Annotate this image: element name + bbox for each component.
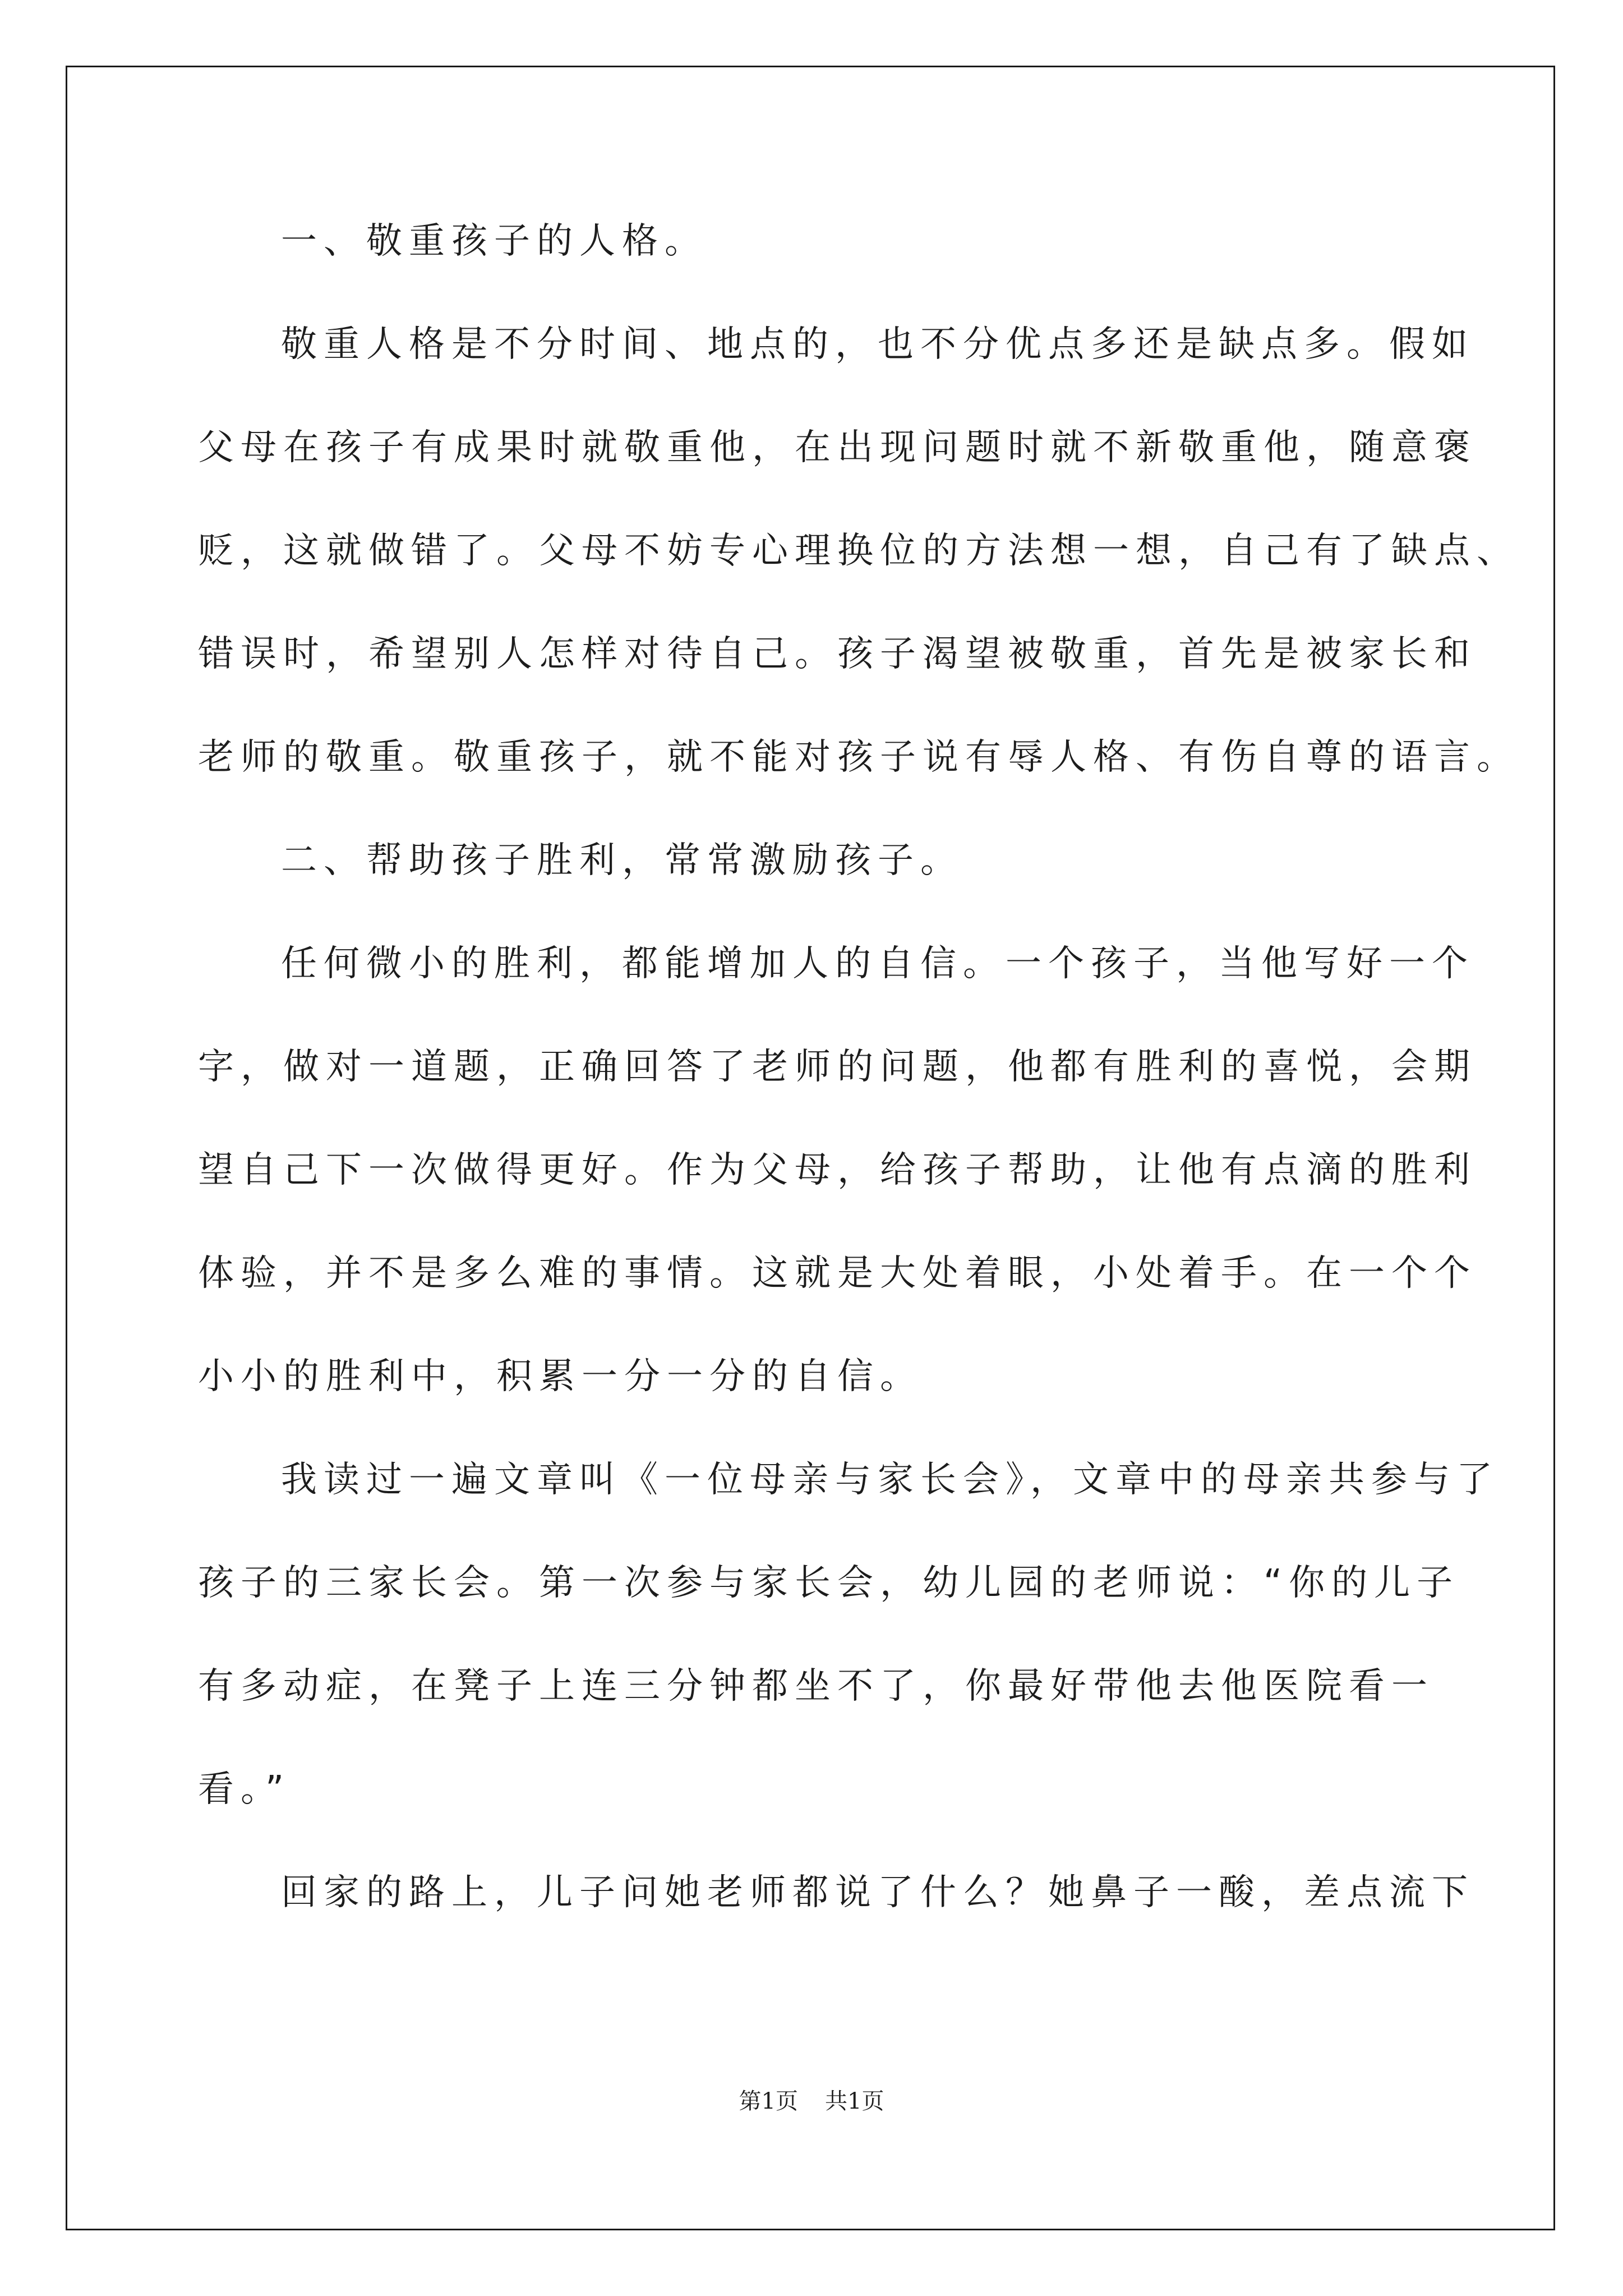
paragraph-line: 有多动症，在凳子上连三分钟都坐不了，你最好带他去他医院看一 (198, 1665, 1434, 1707)
page-footer (0, 2085, 1623, 2118)
paragraph-line: 字，做对一道题，正确回答了老师的问题，他都有胜利的喜悦，会期 (198, 1046, 1477, 1088)
paragraph-line: 小小的胜利中，积累一分一分的自信。 (198, 1356, 923, 1397)
paragraph-line: 回家的路上，儿子问她老师都说了什么？她鼻子一酸，差点流下 (281, 1872, 1474, 1913)
page-number: 第1页 (739, 2088, 798, 2114)
page-total: 共1页 (825, 2088, 884, 2114)
paragraph-line: 父母在孩子有成果时就敬重他，在出现问题时就不新敬重他，随意褒 (198, 427, 1477, 468)
paragraph-line: 孩子的三家长会。第一次参与家长会，幼儿园的老师说：“你的儿子 (198, 1562, 1460, 1604)
paragraph-line: 看。” (198, 1769, 291, 1810)
paragraph-line: 望自己下一次做得更好。作为父母，给孩子帮助，让他有点滴的胜利 (198, 1149, 1477, 1191)
paragraph-line: 错误时，希望别人怎样对待自己。孩子渴望被敬重，首先是被家长和 (198, 633, 1477, 675)
paragraph-line: 体验，并不是多么难的事情。这就是大处着眼，小处着手。在一个个 (198, 1253, 1477, 1294)
paragraph-line: 我读过一遍文章叫《一位母亲与家长会》，文章中的母亲共参与了 (281, 1459, 1499, 1501)
paragraph-line: 任何微小的胜利，都能增加人的自信。一个孩子，当他写好一个 (281, 943, 1474, 984)
paragraph-line: 敬重人格是不分时间、地点的，也不分优点多还是缺点多。假如 (281, 324, 1474, 365)
paragraph-line: 贬，这就做错了。父母不妨专心理换位的方法想一想，自己有了缺点、 (198, 530, 1519, 572)
heading-respect-personality: 一、敬重孩子的人格。 (281, 220, 707, 262)
heading-help-succeed: 二、帮助孩子胜利，常常激励孩子。 (281, 840, 963, 881)
paragraph-line: 老师的敬重。敬重孩子，就不能对孩子说有辱人格、有伤自尊的语言。 (198, 737, 1519, 778)
